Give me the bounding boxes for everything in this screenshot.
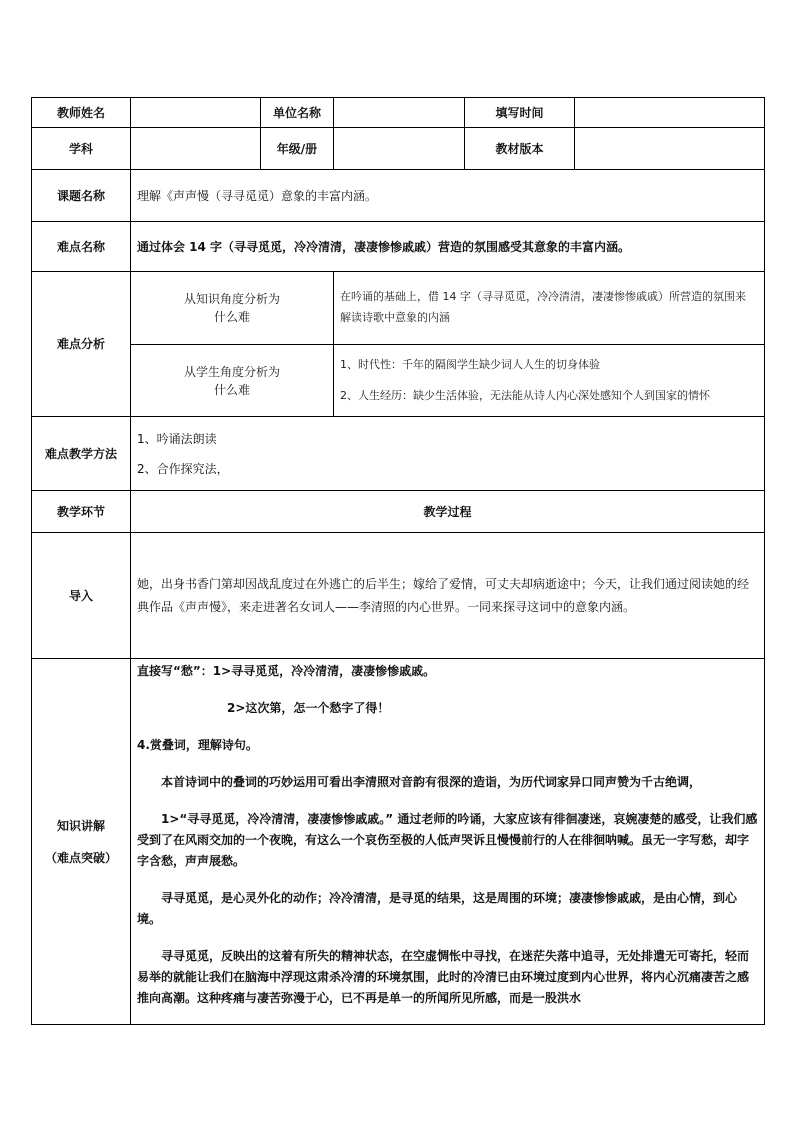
subject-label: 学科 [32,128,131,170]
student-item-2: 2、人生经历：缺少生活体验，无法能从诗人内心深处感知个人到国家的情怀 [340,388,710,402]
difficulty-row [32,222,765,272]
knowledge-paragraph-1: 直接写“愁”：1>寻寻觅觅，冷冷清清，凄凄惨惨戚戚。 [137,663,436,678]
knowledge-paragraph-4: 本首诗词中的叠词的巧妙运用可看出李清照对音韵有很深的造诣，为历代词家异口同声赞为千古绝调， [161,774,702,789]
knowledge-label-line-1: 知识讲解 [56,818,105,833]
lesson-plan-form [31,97,765,1025]
student-item-1: 1、时代性：千年的隔阂学生缺少词人人生的切身体验 [340,358,600,371]
intro-row [32,533,765,659]
analysis-row-knowledge [32,272,765,345]
student-angle-label-line-1: 从学生角度分析为 [183,364,280,379]
knowledge-row [32,659,765,1025]
knowledge-paragraph-2: 2>这次第，怎一个愁字了得！ [227,700,390,715]
knowledge-paragraph-7: 寻寻觅觅，反映出的这着有所失的精神状态，在空虚惆怅中寻找，在迷茫失落中追寻，无处排遣无可寄托，轻而易举的就能让我们在脑海中浮现这肃杀冷清的环境氛围，此时的冷清已由环境过度到内心世界，将内心沉痛凄苦之感推向高潮。这种疼痛与凄苦弥漫于心，已不再是单一的所闻所见所感，而是一股洪水 [137,948,750,1005]
intro-text: 她，出身书香门第却因战乱度过在外逃亡的后半生；嫁给了爱情，可丈夫却病逝途中；今天，让我们通过阅读她的经典作品《声声慢》，来走进著名女词人——李清照的内心世界。一同来探寻这词中的意象内涵。 [131,533,765,659]
method-row [32,417,765,491]
knowledge-angle-label [131,272,334,345]
stage-header-label: 教学环节 [32,491,131,533]
knowledge-angle-label-line-1: 从知识角度分析为 [183,292,280,306]
difficulty-label: 难点名称 [32,222,131,272]
knowledge-angle-text-line-1: 在吟诵的基础上，借 14 字（寻寻觅觅，冷冷清清，凄凄惨惨戚戚）所营造的氛围来 [340,290,746,304]
process-header-row [32,491,765,533]
knowledge-angle-label-line-2: 什么难 [213,310,250,324]
edition-value[interactable] [575,128,765,170]
student-angle-label-line-2: 什么难 [213,382,250,397]
knowledge-angle-text [334,272,765,345]
method-item-1: 1、吟诵法朗读 [137,431,217,446]
fill-time-label: 填写时间 [465,98,575,128]
topic-label: 课题名称 [32,170,131,222]
grade-value[interactable] [334,128,465,170]
knowledge-content [131,659,765,1025]
knowledge-paragraph-3: 4.赏叠词，理解诗句。 [137,737,258,752]
header-row-1 [32,98,765,128]
unit-name-value[interactable] [334,98,465,128]
student-angle-label [131,345,334,417]
intro-label: 导入 [32,533,131,659]
subject-value[interactable] [131,128,261,170]
analysis-label: 难点分析 [32,272,131,417]
method-item-2: 2、合作探究法， [137,461,229,476]
unit-name-label: 单位名称 [261,98,334,128]
teacher-name-value[interactable] [131,98,261,128]
difficulty-value: 通过体会 14 字（寻寻觅觅，冷冷清清，凄凄惨惨戚戚）营造的氛围感受其意象的丰富内涵。 [131,222,765,272]
teacher-name-label: 教师姓名 [32,98,131,128]
method-value [131,417,765,491]
knowledge-label [32,659,131,1025]
header-row-2 [32,128,765,170]
topic-row [32,170,765,222]
topic-value: 理解《声声慢（寻寻觅觅）意象的丰富内涵。 [131,170,765,222]
knowledge-label-line-2: （难点突破） [44,850,117,865]
knowledge-paragraph-5: 1>“寻寻觅觅，冷冷清清，凄凄惨惨戚戚。” 通过老师的吟诵，大家应该有徘徊凄迷，哀婉凄楚的感受，让我们感受到了在风雨交加的一个夜晚，有这么一个哀伤至极的人低声哭诉且慢慢前行的人在徘徊呐喊。虽无一字写愁，却字字含愁，声声展愁。 [137,811,758,868]
knowledge-paragraph-6: 寻寻觅觅，是心灵外化的动作；冷冷清清，是寻觅的结果，这是周围的环境；凄凄惨惨戚戚，是由心情，到心境。 [137,890,738,926]
student-angle-text [334,345,765,417]
analysis-row-student [32,345,765,417]
knowledge-angle-text-line-2: 解读诗歌中意象的内涵 [340,311,450,324]
grade-label: 年级/册 [261,128,334,170]
edition-label: 教材版本 [465,128,575,170]
process-header-label: 教学过程 [131,491,765,533]
fill-time-value[interactable] [575,98,765,128]
method-label: 难点教学方法 [32,417,131,491]
